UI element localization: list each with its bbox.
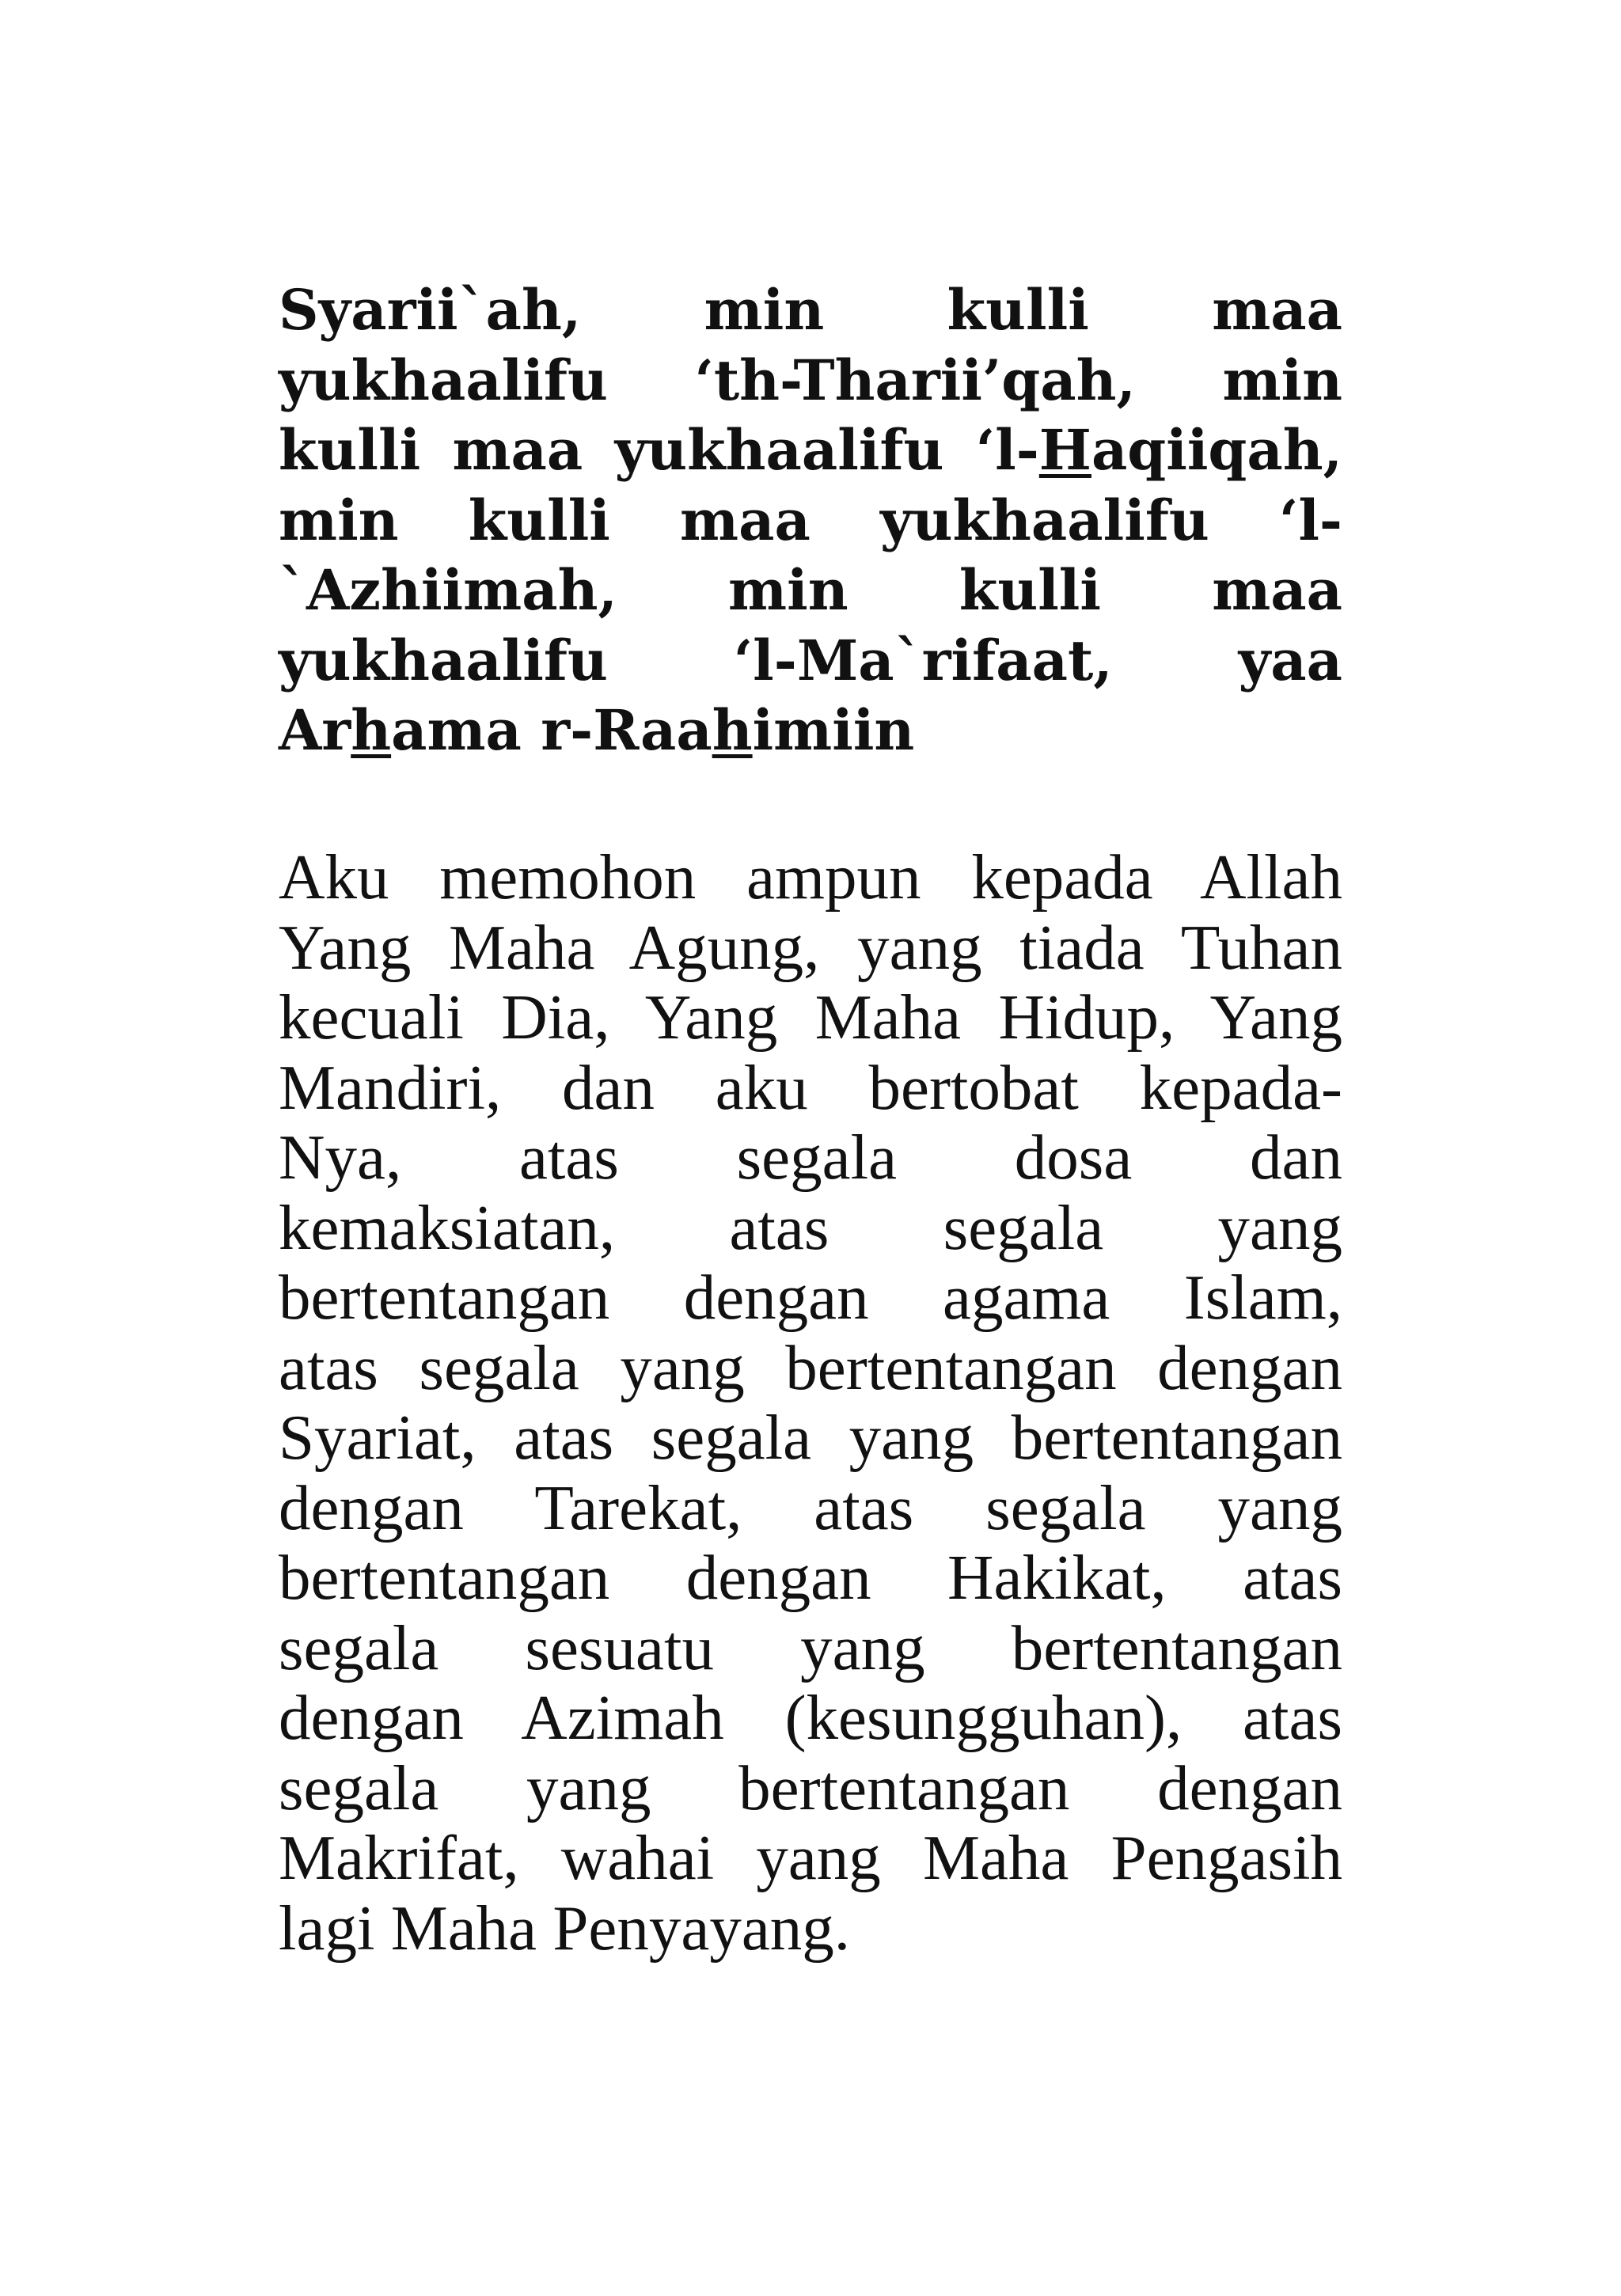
translation-line: lagi Maha Penyayang. bbox=[279, 1892, 851, 1964]
translation-line: dengan Tarekat, atas segala yang bbox=[279, 1471, 1342, 1543]
transliteration-line bbox=[279, 416, 1342, 486]
translation-line: kemaksiatan, atas segala yang bbox=[279, 1191, 1342, 1263]
transliteration-line: yukhaalifu ‘th-Tharii’qah, min bbox=[279, 347, 1342, 413]
translation-line: Nya, atas segala dosa dan bbox=[279, 1121, 1342, 1193]
transliteration-line: `Azhiimah, min kulli maa bbox=[279, 557, 1342, 623]
transliteration-text: ama r-Raa bbox=[391, 697, 712, 763]
transliteration-line: Syarii`ah, min kulli maa bbox=[279, 277, 1342, 343]
translation-line: kecuali Dia, Yang Maha Hidup, Yang bbox=[279, 981, 1342, 1053]
translation-line: Makrifat, wahai yang Maha Pengasih bbox=[279, 1822, 1342, 1893]
underlined-letter: h bbox=[351, 697, 392, 763]
translation-line: Syariat, atas segala yang bertentangan bbox=[279, 1402, 1342, 1473]
transliteration-line: min kulli maa yukhaalifu ‘l- bbox=[279, 487, 1342, 553]
translation-line: bertentangan dengan Hakikat, atas bbox=[279, 1542, 1342, 1613]
transliteration-text: aqiiqah, bbox=[1091, 417, 1342, 483]
translation-line: bertentangan dengan agama Islam, bbox=[279, 1262, 1342, 1333]
translation-paragraph bbox=[279, 842, 1342, 1963]
transliteration-text: kulli maa yukhaalifu ‘l- bbox=[279, 417, 1039, 483]
translation-line: atas segala yang bertentangan dengan bbox=[279, 1331, 1342, 1403]
transliteration-line: yukhaalifu ‘l-Ma`rifaat, yaa bbox=[279, 627, 1342, 693]
underlined-letter: h bbox=[712, 697, 753, 763]
underlined-letter: H bbox=[1038, 417, 1091, 483]
translation-line: Aku memohon ampun kepada Allah bbox=[279, 841, 1342, 913]
transliteration-text: Ar bbox=[279, 697, 351, 763]
translation-line: segala sesuatu yang bertentangan bbox=[279, 1611, 1342, 1683]
transliteration-line bbox=[279, 696, 1342, 766]
transliteration-paragraph bbox=[279, 275, 1342, 766]
translation-line: Mandiri, dan aku bertobat kepada- bbox=[279, 1051, 1342, 1123]
translation-line: dengan Azimah (kesungguhan), atas bbox=[279, 1682, 1342, 1753]
transliteration-text: imiin bbox=[752, 697, 915, 763]
translation-line: segala yang bertentangan dengan bbox=[279, 1751, 1342, 1824]
translation-line: Yang Maha Agung, yang tiada Tuhan bbox=[279, 911, 1342, 983]
